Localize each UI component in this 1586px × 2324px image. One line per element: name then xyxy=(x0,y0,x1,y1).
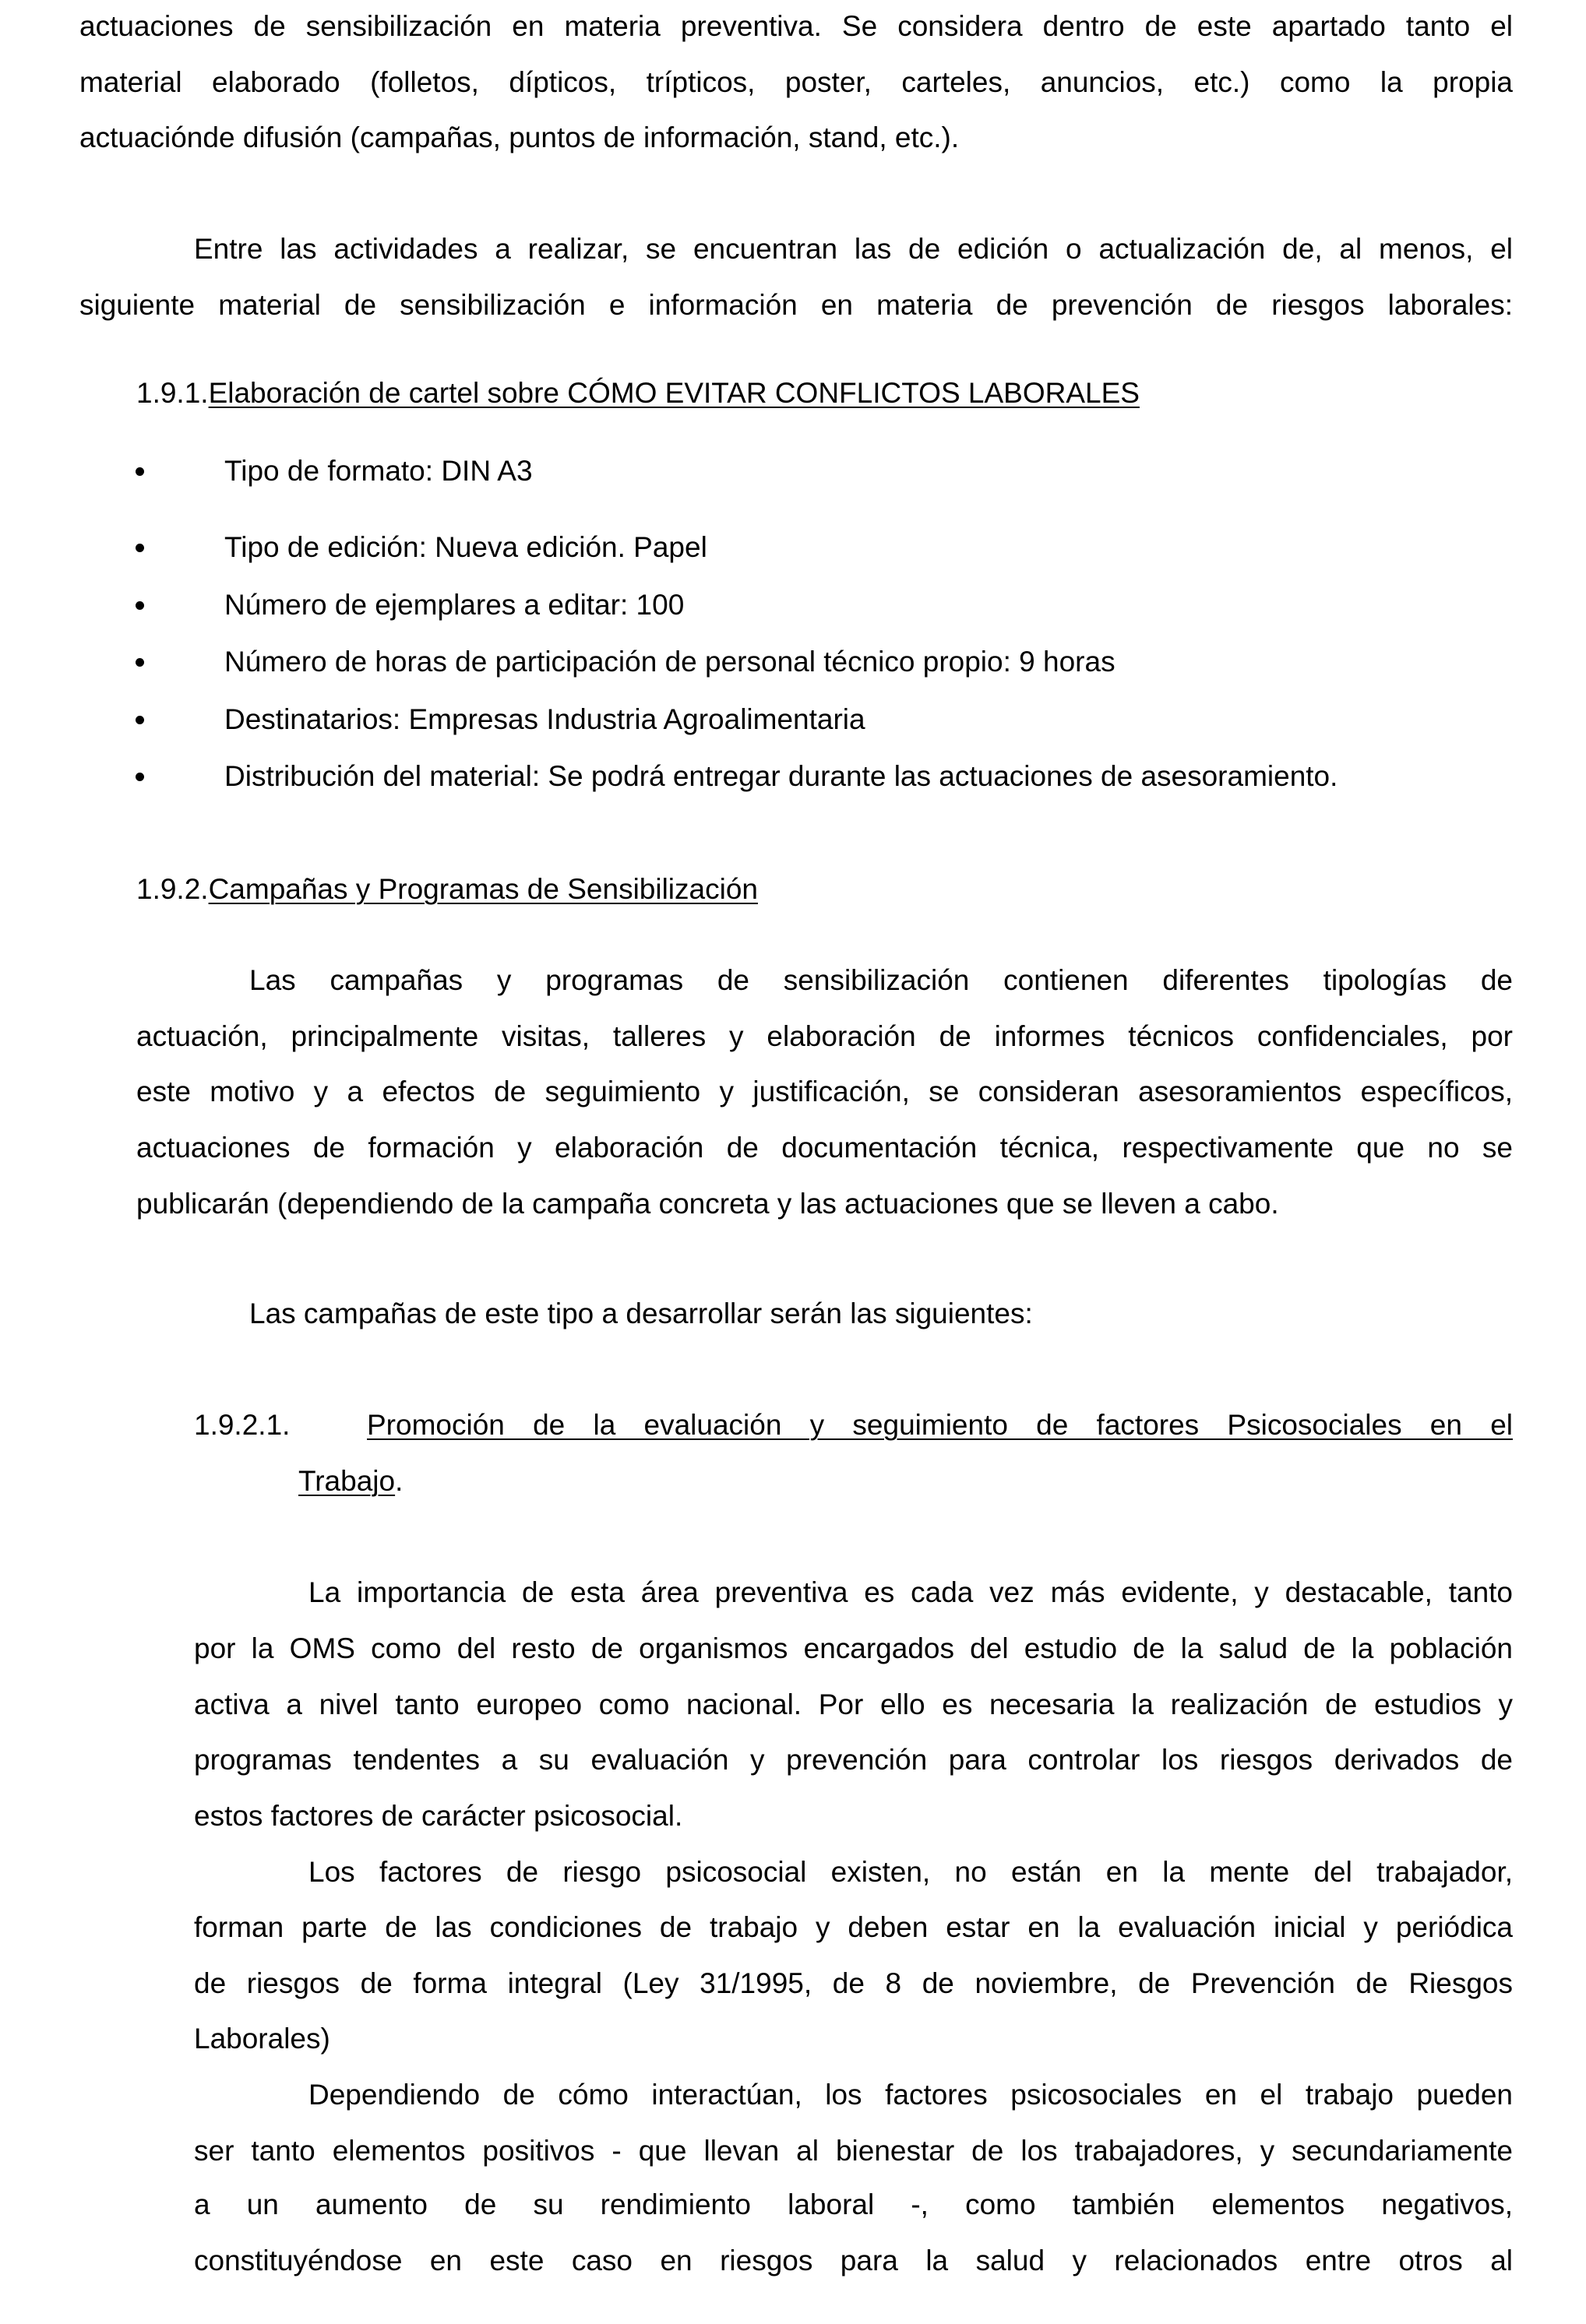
section-number-1-9-2-1: 1.9.2.1. xyxy=(194,1409,291,1441)
bullet-item: Número de horas de participación de personal técnico propio: 9 horas xyxy=(224,646,1115,678)
bullet-icon xyxy=(136,467,144,476)
paragraph-line: Laborales) xyxy=(194,2023,330,2055)
bullet-item: Destinatarios: Empresas Industria Agroalimentaria xyxy=(224,703,865,735)
paragraph-line: este motivo y a efectos de seguimiento y justificación, se consideran asesoramientos específicos, xyxy=(136,1076,1513,1107)
paragraph-line: actuaciónde difusión (campañas, puntos de información, stand, etc.). xyxy=(79,121,960,153)
section-heading-1-9-2 xyxy=(136,872,758,907)
paragraph-line: material elaborado (folletos, dípticos, trípticos, poster, carteles, anuncios, etc.) como la propia xyxy=(79,66,1513,98)
paragraph-line: ser tanto elementos positivos - que llevan al bienestar de los trabajadores, y secundariamente xyxy=(194,2135,1513,2167)
bullet-icon xyxy=(136,544,144,552)
section-title: Elaboración de cartel sobre CÓMO EVITAR CONFLICTOS LABORALES xyxy=(208,377,1140,409)
section-title-cont xyxy=(298,1464,403,1498)
section-title-trailing: . xyxy=(395,1465,404,1497)
paragraph-line: Las campañas y programas de sensibilización contienen diferentes tipologías de xyxy=(249,964,1513,996)
section-number: 1.9.2. xyxy=(136,873,209,905)
section-title: Campañas y Programas de Sensibilización xyxy=(208,873,758,905)
paragraph-line: La importancia de esta área preventiva es cada vez más evidente, y destacable, tanto xyxy=(308,1576,1513,1608)
bullet-item: Número de ejemplares a editar: 100 xyxy=(224,589,685,621)
paragraph-line: Entre las actividades a realizar, se encuentran las de edición o actualización de, al menos, el xyxy=(194,233,1513,265)
bullet-item: Tipo de edición: Nueva edición. Papel xyxy=(224,531,707,563)
bullet-icon xyxy=(136,601,144,610)
paragraph-line: estos factores de carácter psicosocial. xyxy=(194,1800,683,1832)
paragraph-line: Dependiendo de cómo interactúan, los factores psicosociales en el trabajo pueden xyxy=(308,2079,1513,2111)
section-heading-1-9-1 xyxy=(136,376,1140,410)
paragraph-line: forman parte de las condiciones de trabajo y deben estar en la evaluación inicial y periódica xyxy=(194,1911,1513,1943)
paragraph-line: constituyéndose en este caso en riesgos para la salud y relacionados entre otros al xyxy=(194,2245,1513,2276)
bullet-item: Tipo de formato: DIN A3 xyxy=(224,455,533,487)
paragraph-line: actuación, principalmente visitas, talleres y elaboración de informes técnicos confidenciales, por xyxy=(136,1020,1513,1052)
paragraph-line: Las campañas de este tipo a desarrollar serán las siguientes: xyxy=(249,1298,1033,1329)
paragraph-line: siguiente material de sensibilización e información en materia de prevención de riesgos laborales: xyxy=(79,289,1513,321)
paragraph-line: de riesgos de forma integral (Ley 31/1995, de 8 de noviembre, de Prevención de Riesgos xyxy=(194,1967,1513,1999)
paragraph-line: Los factores de riesgo psicosocial existen, no están en la mente del trabajador, xyxy=(308,1856,1513,1888)
section-title: Promoción de la evaluación y seguimiento de factores Psicosociales en el xyxy=(367,1409,1513,1441)
paragraph-line: programas tendentes a su evaluación y prevención para controlar los riesgos derivados de xyxy=(194,1744,1513,1776)
bullet-icon xyxy=(136,658,144,667)
section-number: 1.9.1. xyxy=(136,377,209,409)
section-title-line2: Trabajo xyxy=(298,1465,396,1497)
bullet-icon xyxy=(136,773,144,781)
bullet-item: Distribución del material: Se podrá entregar durante las actuaciones de asesoramiento. xyxy=(224,760,1338,792)
paragraph-line: actuaciones de formación y elaboración de documentación técnica, respectivamente que no se xyxy=(136,1132,1513,1164)
paragraph-line: a un aumento de su rendimiento laboral -, como también elementos negativos, xyxy=(194,2188,1513,2220)
paragraph-line: actuaciones de sensibilización en materia preventiva. Se considera dentro de este apartado tanto el xyxy=(79,10,1513,42)
bullet-icon xyxy=(136,716,144,724)
paragraph-line: publicarán (dependiendo de la campaña concreta y las actuaciones que se lleven a cabo. xyxy=(136,1188,1279,1220)
paragraph-line: activa a nivel tanto europeo como nacional. Por ello es necesaria la realización de estudios y xyxy=(194,1688,1513,1720)
paragraph-line: por la OMS como del resto de organismos encargados del estudio de la salud de la población xyxy=(194,1632,1513,1664)
